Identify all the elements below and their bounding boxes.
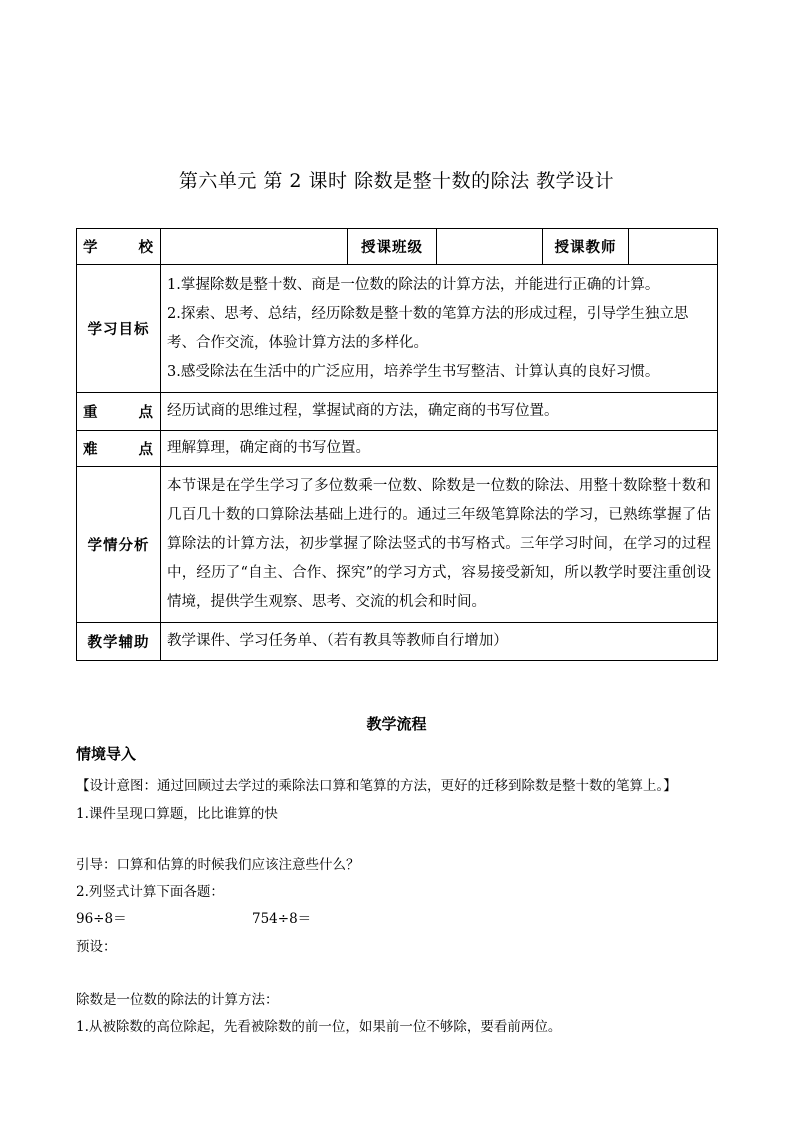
preset-label: 预设： (76, 939, 117, 955)
table-row-analysis (77, 467, 718, 623)
expression-2: 754÷8＝ (252, 911, 312, 927)
item-2: 2.列竖式计算下面各题： (76, 884, 224, 900)
teacher-value (629, 229, 718, 265)
process-heading: 教学流程 (366, 715, 427, 733)
table-row-aids (77, 623, 718, 661)
method-step-1: 1.从被除数的高位除起，先看被除数的前一位，如果前一位不够除，要看前两位。 (76, 1019, 562, 1035)
expression-1: 96÷8＝ (76, 911, 127, 927)
design-intent: 【设计意图：通过回顾过去学过的乘除法口算和笔算的方法，更好的迁移到除数是整十数的笔算上。】 (76, 778, 677, 794)
lesson-info-table (76, 228, 718, 661)
item-1: 1.课件呈现口算题，比比谁算的快 (76, 806, 278, 822)
table-row-header (77, 229, 718, 265)
aids-text: 教学课件、学习任务单、（若有教具等教师自行增加） (161, 623, 718, 661)
page-title: 第六单元 第 2 课时 除数是整十数的除法 教学设计 (178, 170, 615, 192)
objective-item: 2.探索、思考、总结，经历除数是整十数的笔算方法的形成过程，引导学生独立思考、合作交流，体验计算方法的多样化。 (167, 305, 689, 351)
objective-item: 3.感受除法在生活中的广泛应用，培养学生书写整洁、计算认真的良好习惯。 (167, 363, 660, 380)
method-title: 除数是一位数的除法的计算方法： (76, 992, 279, 1008)
school-label: 学 校 (77, 229, 161, 265)
class-value (437, 229, 543, 265)
guide-question: 引导：口算和估算的时候我们应该注意些什么？ (76, 857, 360, 873)
school-value (161, 229, 348, 265)
table-row-objectives (77, 265, 718, 393)
class-label: 授课班级 (348, 229, 437, 265)
difficulties-label: 难 点 (77, 431, 161, 467)
key-points-text: 经历试商的思维过程，掌握试商的方法，确定商的书写位置。 (161, 393, 718, 431)
intro-heading: 情境导入 (76, 745, 137, 763)
aids-label: 教学辅助 (77, 623, 161, 661)
objectives-label: 学习目标 (77, 265, 161, 393)
difficulties-text: 理解算理，确定商的书写位置。 (161, 431, 718, 467)
analysis-text: 本节课是在学生学习了多位数乘一位数、除数是一位数的除法、用整十数除整十数和几百几十数的口算除法基础上进行的。通过三年级笔算除法的学习，已熟练掌握了估算除法的计算方法，初步掌握了除法竖式的书写格式。三年学习时间，在学习的过程中，经历了“自主、合作、探究”的学习方式，容易接受新知，所以教学时要注重创设情境，提供学生观察、思考、交流的机会和时间。 (161, 467, 718, 623)
table-row-difficulties (77, 431, 718, 467)
key-points-label: 重 点 (77, 393, 161, 431)
objectives-content (161, 265, 718, 393)
table-row-key-points (77, 393, 718, 431)
teacher-label: 授课教师 (543, 229, 629, 265)
objective-item: 1.掌握除数是整十数、商是一位数的除法的计算方法，并能进行正确的计算。 (167, 276, 660, 293)
analysis-label: 学情分析 (77, 467, 161, 623)
